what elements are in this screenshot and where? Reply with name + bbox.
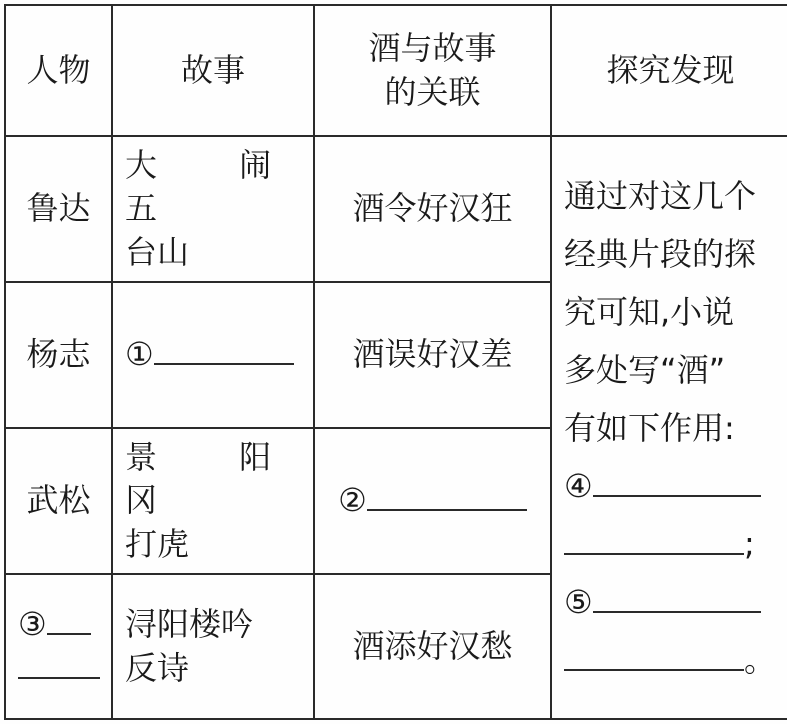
period: 。 bbox=[744, 640, 777, 679]
blank-5a[interactable] bbox=[593, 581, 761, 613]
blank-3a[interactable] bbox=[47, 603, 91, 635]
story-line2: 台山 bbox=[125, 232, 190, 271]
relation-cell: 酒误好汉差 bbox=[314, 282, 551, 428]
findings-line2: 经典片段的探 bbox=[564, 234, 757, 273]
blank-5b[interactable] bbox=[564, 639, 744, 671]
person-cell bbox=[5, 574, 112, 719]
header-relation-line2: 的关联 bbox=[384, 72, 481, 111]
person-answer-line2 bbox=[6, 647, 111, 690]
findings-line1: 通过对这几个 bbox=[564, 176, 757, 215]
person-answer-line1 bbox=[6, 603, 111, 646]
marker-4: ④ bbox=[564, 466, 593, 505]
marker-5: ⑤ bbox=[564, 582, 593, 621]
story-line1: 浔阳楼吟 bbox=[125, 605, 254, 644]
blank-4a[interactable] bbox=[593, 465, 761, 497]
relation-cell bbox=[314, 428, 551, 574]
header-story: 故事 bbox=[112, 5, 314, 136]
header-relation bbox=[314, 5, 551, 136]
findings-line3: 究可知,小说 bbox=[564, 292, 735, 331]
story-line1: 景 阳 冈 bbox=[125, 438, 308, 520]
answer-line-5 bbox=[564, 573, 783, 631]
wine-story-table bbox=[4, 4, 787, 720]
answer-line-5b bbox=[564, 631, 783, 689]
story-cell bbox=[112, 428, 314, 574]
story-cell bbox=[112, 574, 314, 719]
blank-1[interactable] bbox=[154, 333, 294, 365]
relation-cell: 酒添好汉愁 bbox=[314, 574, 551, 719]
story-line2: 打虎 bbox=[125, 524, 190, 563]
story-line2: 反诗 bbox=[125, 648, 190, 687]
answer-line-4 bbox=[564, 457, 783, 515]
blank-3b[interactable] bbox=[18, 647, 100, 679]
marker-2: ② bbox=[338, 481, 367, 520]
header-findings: 探究发现 bbox=[551, 5, 787, 136]
person-cell: 杨志 bbox=[5, 282, 112, 428]
person-cell: 武松 bbox=[5, 428, 112, 574]
header-relation-line1: 酒与故事 bbox=[368, 29, 497, 68]
findings-text bbox=[564, 167, 787, 689]
story-cell bbox=[112, 282, 314, 428]
relation-cell: 酒令好汉狂 bbox=[314, 136, 551, 282]
story-cell bbox=[112, 136, 314, 282]
header-person: 人物 bbox=[5, 5, 112, 136]
table-row bbox=[5, 136, 787, 282]
marker-3: ③ bbox=[18, 605, 47, 644]
marker-1: ① bbox=[125, 335, 154, 374]
semicolon: ; bbox=[744, 524, 755, 563]
story-line1: 大 闹 五 bbox=[125, 146, 308, 228]
findings-line4: 多处写“酒” bbox=[564, 350, 726, 389]
findings-cell bbox=[551, 136, 787, 719]
blank-2[interactable] bbox=[367, 479, 527, 511]
header-row bbox=[5, 5, 787, 136]
answer-line-4b bbox=[564, 515, 783, 573]
findings-line5: 有如下作用: bbox=[564, 408, 735, 447]
person-cell: 鲁达 bbox=[5, 136, 112, 282]
blank-4b[interactable] bbox=[564, 523, 744, 555]
